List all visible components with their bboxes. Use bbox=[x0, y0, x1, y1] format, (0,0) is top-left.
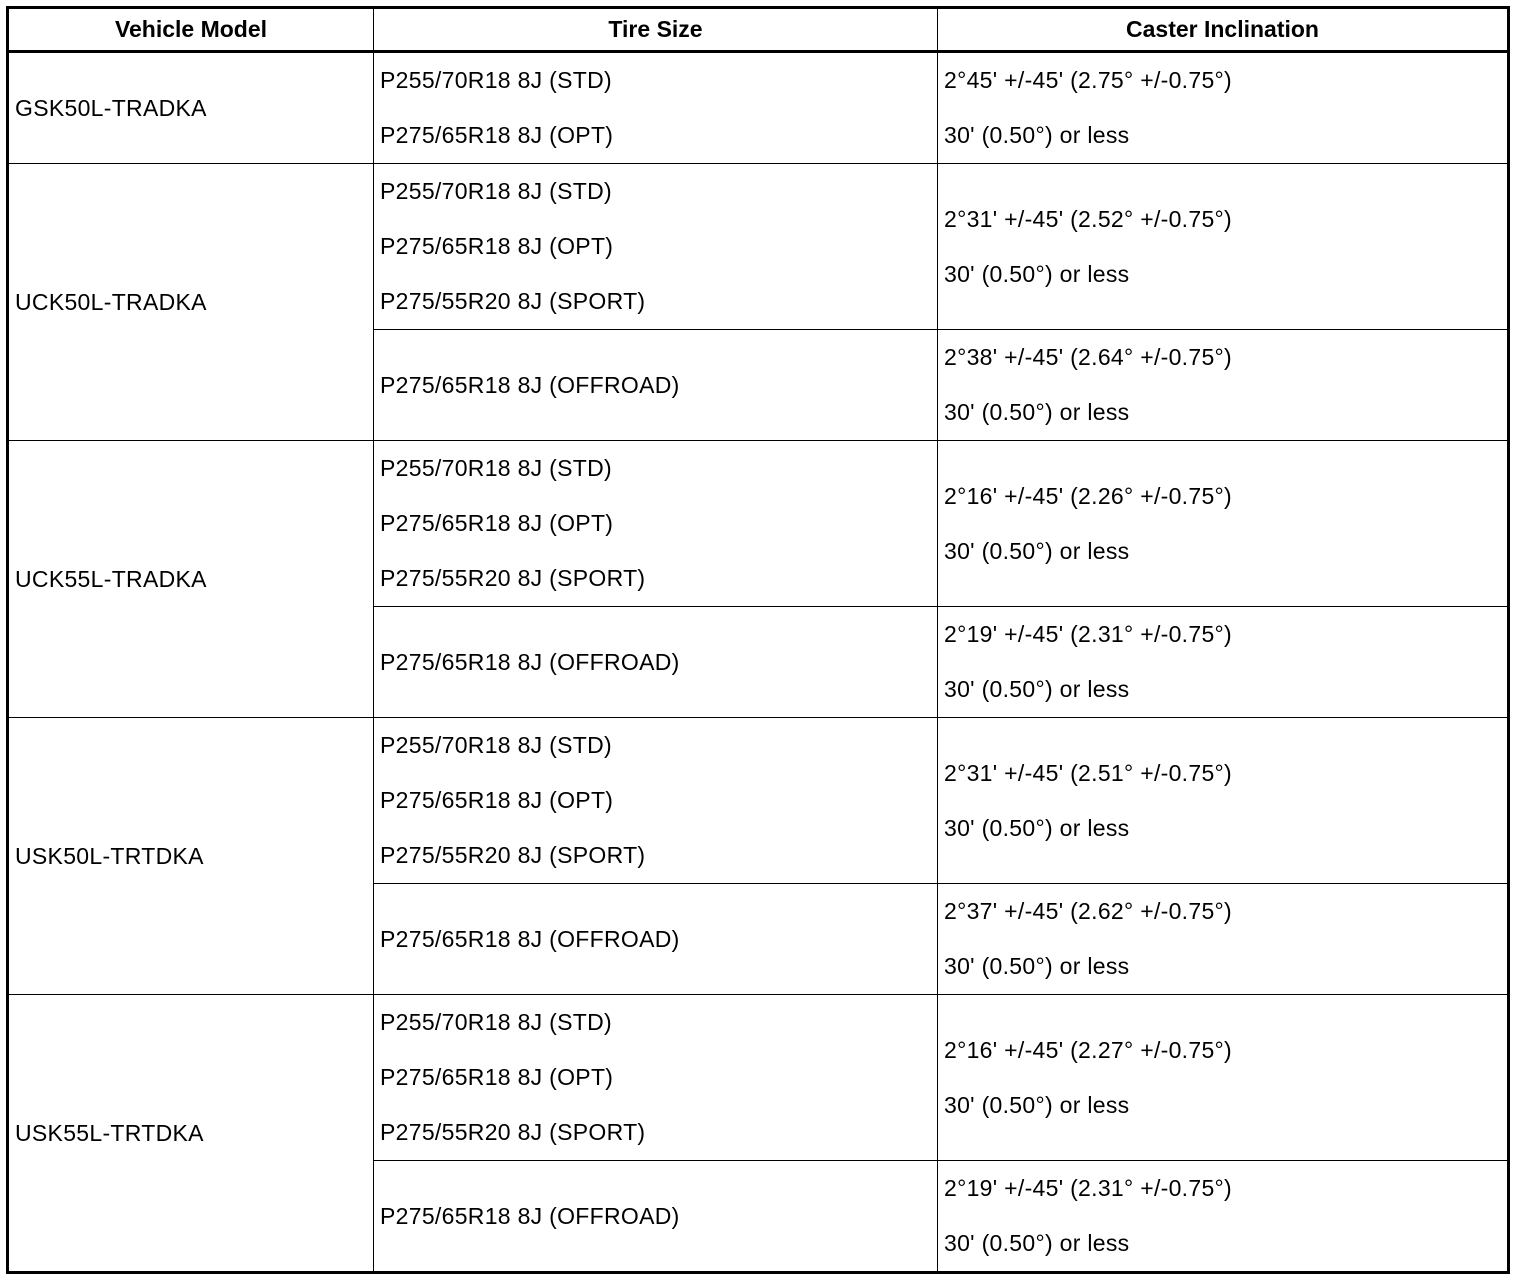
tire-size-cell bbox=[374, 995, 938, 1161]
tire-size-cell bbox=[374, 884, 938, 995]
vehicle-model-cell: UCK55L-TRADKA bbox=[8, 441, 374, 718]
caster-value: 2°16' +/-45' (2.26° +/-0.75°) bbox=[944, 482, 1233, 509]
header-row bbox=[8, 8, 1509, 52]
tire-size: P255/70R18 8J (STD) bbox=[380, 178, 612, 204]
caster-cell bbox=[938, 164, 1509, 330]
table-row bbox=[8, 52, 1509, 164]
caster-cell bbox=[938, 995, 1509, 1161]
table-row bbox=[8, 164, 1509, 330]
header-tire-size: Tire Size bbox=[374, 8, 938, 52]
tire-size: P275/55R20 8J (SPORT) bbox=[380, 1119, 646, 1145]
header-vehicle-model: Vehicle Model bbox=[8, 8, 374, 52]
caster-value: 2°45' +/-45' (2.75° +/-0.75°) bbox=[944, 67, 1233, 93]
tire-size: P275/65R18 8J (OFFROAD) bbox=[380, 925, 680, 952]
caster-value: 2°16' +/-45' (2.27° +/-0.75°) bbox=[944, 1036, 1233, 1063]
tire-size: P275/65R18 8J (OFFROAD) bbox=[380, 371, 680, 398]
tire-size: P275/65R18 8J (OPT) bbox=[380, 787, 614, 813]
tire-size: P275/65R18 8J (OPT) bbox=[380, 233, 614, 259]
tire-size: P275/65R18 8J (OFFROAD) bbox=[380, 1202, 680, 1229]
caster-value: 2°31' +/-45' (2.52° +/-0.75°) bbox=[944, 205, 1233, 232]
vehicle-model-cell: USK55L-TRTDKA bbox=[8, 995, 374, 1273]
caster-cell bbox=[938, 607, 1509, 718]
vehicle-model-cell: UCK50L-TRADKA bbox=[8, 164, 374, 441]
tire-size: P255/70R18 8J (STD) bbox=[380, 67, 612, 93]
caster-cell bbox=[938, 718, 1509, 884]
caster-cell bbox=[938, 441, 1509, 607]
tire-size: P255/70R18 8J (STD) bbox=[380, 455, 612, 481]
caster-cell bbox=[938, 52, 1509, 164]
caster-cell bbox=[938, 330, 1509, 441]
vehicle-model-cell: GSK50L-TRADKA bbox=[8, 52, 374, 164]
vehicle-model-cell: USK50L-TRTDKA bbox=[8, 718, 374, 995]
caster-value: 2°19' +/-45' (2.31° +/-0.75°) bbox=[944, 1175, 1233, 1201]
caster-tolerance: 30' (0.50°) or less bbox=[944, 814, 1130, 841]
caster-tolerance: 30' (0.50°) or less bbox=[944, 953, 1130, 979]
caster-tolerance: 30' (0.50°) or less bbox=[944, 1230, 1130, 1256]
caster-value: 2°19' +/-45' (2.31° +/-0.75°) bbox=[944, 621, 1233, 647]
tire-size: P275/55R20 8J (SPORT) bbox=[380, 565, 646, 591]
tire-size: P275/65R18 8J (OFFROAD) bbox=[380, 648, 680, 675]
tire-size: P275/55R20 8J (SPORT) bbox=[380, 288, 646, 314]
caster-value: 2°37' +/-45' (2.62° +/-0.75°) bbox=[944, 898, 1233, 924]
caster-tolerance: 30' (0.50°) or less bbox=[944, 1091, 1130, 1118]
tire-size-cell bbox=[374, 441, 938, 607]
caster-tolerance: 30' (0.50°) or less bbox=[944, 399, 1130, 425]
caster-tolerance: 30' (0.50°) or less bbox=[944, 676, 1130, 702]
caster-value: 2°38' +/-45' (2.64° +/-0.75°) bbox=[944, 344, 1233, 370]
tire-size: P275/65R18 8J (OPT) bbox=[380, 1064, 614, 1090]
table-row bbox=[8, 441, 1509, 607]
tire-size-cell bbox=[374, 607, 938, 718]
tire-size-cell bbox=[374, 52, 938, 164]
tire-size: P275/65R18 8J (OPT) bbox=[380, 122, 614, 148]
caster-tolerance: 30' (0.50°) or less bbox=[944, 122, 1130, 148]
table-row bbox=[8, 995, 1509, 1161]
table-row bbox=[8, 718, 1509, 884]
header-caster-inclination: Caster Inclination bbox=[938, 8, 1509, 52]
tire-size: P275/65R18 8J (OPT) bbox=[380, 510, 614, 536]
tire-size: P255/70R18 8J (STD) bbox=[380, 1009, 612, 1035]
caster-spec-table bbox=[6, 6, 1510, 1274]
tire-size: P255/70R18 8J (STD) bbox=[380, 732, 612, 758]
tire-size-cell bbox=[374, 1161, 938, 1273]
caster-value: 2°31' +/-45' (2.51° +/-0.75°) bbox=[944, 759, 1233, 786]
tire-size-cell bbox=[374, 164, 938, 330]
caster-cell bbox=[938, 884, 1509, 995]
tire-size-cell bbox=[374, 718, 938, 884]
caster-tolerance: 30' (0.50°) or less bbox=[944, 260, 1130, 287]
caster-tolerance: 30' (0.50°) or less bbox=[944, 537, 1130, 564]
tire-size: P275/55R20 8J (SPORT) bbox=[380, 842, 646, 868]
tire-size-cell bbox=[374, 330, 938, 441]
caster-cell bbox=[938, 1161, 1509, 1273]
